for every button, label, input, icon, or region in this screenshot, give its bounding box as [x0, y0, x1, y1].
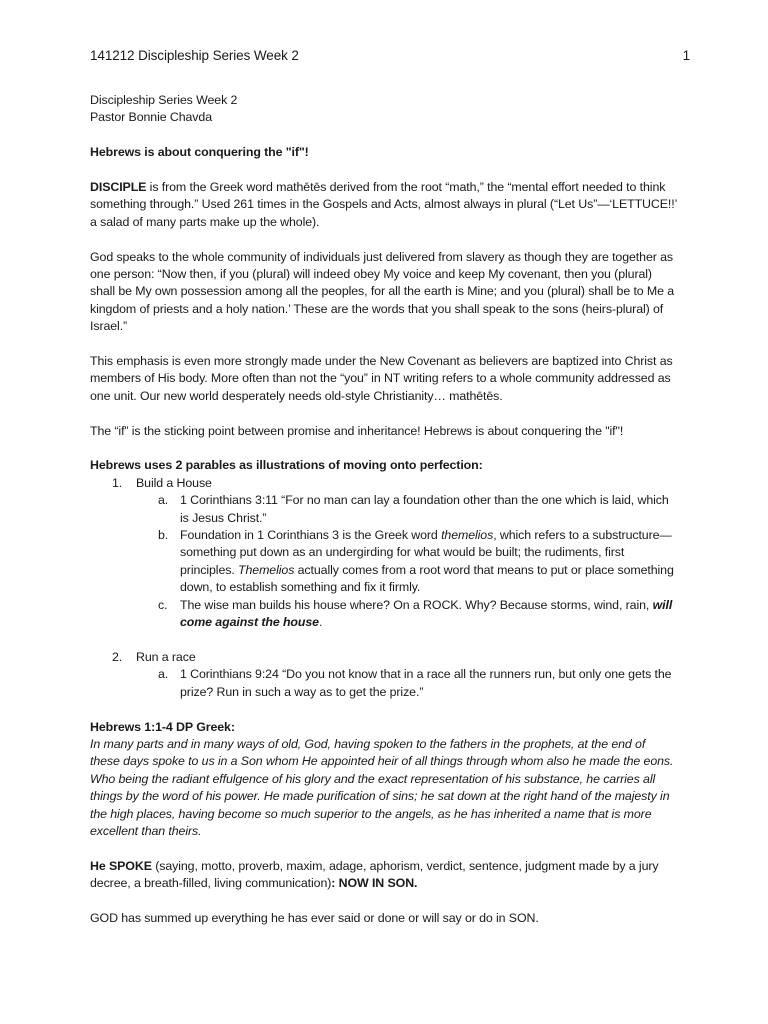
heading-text: Hebrews is about conquering the "if"!	[90, 145, 309, 160]
disciple-term: DISCIPLE	[90, 180, 147, 194]
sublist-item	[136, 597, 678, 632]
parables-heading-text: Hebrews uses 2 parables as illustrations of moving onto perfection:	[90, 458, 483, 473]
hebrews-greek-heading	[90, 719, 678, 736]
sublist-letter: c.	[158, 597, 168, 612]
list-item-title: Build a House	[136, 475, 212, 490]
sublist-text: 1 Corinthians 9:24 “Do you not know that in a race all the runners run, but only one gets the prize? Run in such a way as to get the prize.”	[180, 667, 672, 699]
heading-conquering-if	[90, 144, 678, 161]
sublist-text: , which refers to a substructure—something put down as an undergirding for what would be built; the rudiments, first principles.	[180, 528, 672, 577]
sublist-letter: a.	[158, 667, 169, 682]
sublist-item	[136, 527, 678, 597]
greek-term: themelios	[441, 528, 494, 543]
summary-paragraph: GOD has summed up everything he has ever said or done or will say or do in SON.	[90, 910, 539, 925]
if-paragraph: The “if” is the sticking point between promise and inheritance! Hebrews is about conquering the "if"!	[90, 423, 624, 438]
spoke-tail: : NOW IN SON.	[331, 876, 418, 891]
greek-term: Themelios	[238, 562, 295, 577]
emphasis-paragraph: This emphasis is even more strongly made under the New Covenant as believers are baptized into Christ as members of His body. More often than not the “you” in NT writing refers to a whole community addressed as one unit. Our new world desperately needs old-style Christianity… mathētēs.	[90, 354, 673, 403]
sublist	[136, 666, 678, 701]
page-header	[90, 46, 690, 66]
list-number: 2.	[112, 649, 123, 664]
running-title: 141212 Discipleship Series Week 2	[90, 48, 299, 63]
list-item-title: Run a race	[136, 649, 196, 664]
emphasis-text: will come against the house	[180, 597, 673, 630]
sublist-letter: b.	[158, 528, 169, 543]
document-title: Discipleship Series Week 2	[90, 93, 238, 107]
sublist-text: .	[318, 615, 323, 630]
sublist	[136, 492, 678, 631]
page-number: 1	[682, 48, 690, 63]
list-item	[90, 475, 678, 632]
parables-heading	[90, 457, 678, 474]
sublist-text: actually comes from a root word that means to put or place something down, to establish something and fix it firmly.	[180, 562, 674, 595]
hebrews-greek-heading-text: Hebrews 1:1-4 DP Greek:	[90, 719, 235, 734]
sublist-item	[136, 666, 678, 701]
sublist-text: Foundation in 1 Corinthians 3 is the Greek word	[180, 528, 442, 543]
hebrews-greek-italic: In many parts and in many ways of old, God, having spoken to the fathers in the prophets, at the end of these days spoke to us in a Son whom He appointed heir of all things through whom also he made the eons. Who being the radiant effulgence of his glory and the exact representation of his substance, he carries all things by the word of his power. He made purification of sins; he sat down at the right hand of the majesty in the high places, having become so much superior to the angels, as he has inherited a name that is more excellent than theirs.	[90, 736, 674, 838]
disciple-text: is from the Greek word mathētēs derived from the root “math,” the “mental effort needed to think something through.” Used 261 times in the Gospels and Acts, almost always in plural (“Let Us”—‘LETTUCE!!’ a salad of many parts make up the whole).	[90, 180, 677, 229]
spoke-lead: He SPOKE	[90, 858, 152, 873]
spoke-text: (saying, motto, proverb, maxim, adage, aphorism, verdict, sentence, judgment made by a jury decree, a breath-filled, living communication)	[90, 858, 659, 891]
parables-list	[90, 475, 678, 701]
list-number: 1.	[112, 475, 123, 490]
hebrews-greek-text	[90, 736, 678, 840]
sublist-item	[136, 492, 678, 527]
sublist-text: The wise man builds his house where? On a ROCK. Why? Because storms, wind, rain,	[180, 597, 653, 612]
list-item	[90, 649, 678, 701]
community-paragraph: God speaks to the whole community of individuals just delivered from slavery as though they are together as one person: “Now then, if you (plural) will indeed obey My voice and keep My covenant, then you (plural) shall be My own possession among all the peoples, for all the earth is Mine; and you (plural) shall be to Me a kingdom of priests and a holy nation.’ These are the words that you shall speak to the sons (heirs-plural) of Israel.”	[90, 249, 675, 334]
sublist-text: 1 Corinthians 3:11 “For no man can lay a foundation other than the one which is laid, which is Jesus Christ.”	[180, 493, 669, 525]
author-line: Pastor Bonnie Chavda	[90, 110, 212, 125]
disciple-paragraph	[90, 179, 678, 231]
spoke-paragraph	[90, 858, 678, 893]
sublist-letter: a.	[158, 493, 169, 508]
